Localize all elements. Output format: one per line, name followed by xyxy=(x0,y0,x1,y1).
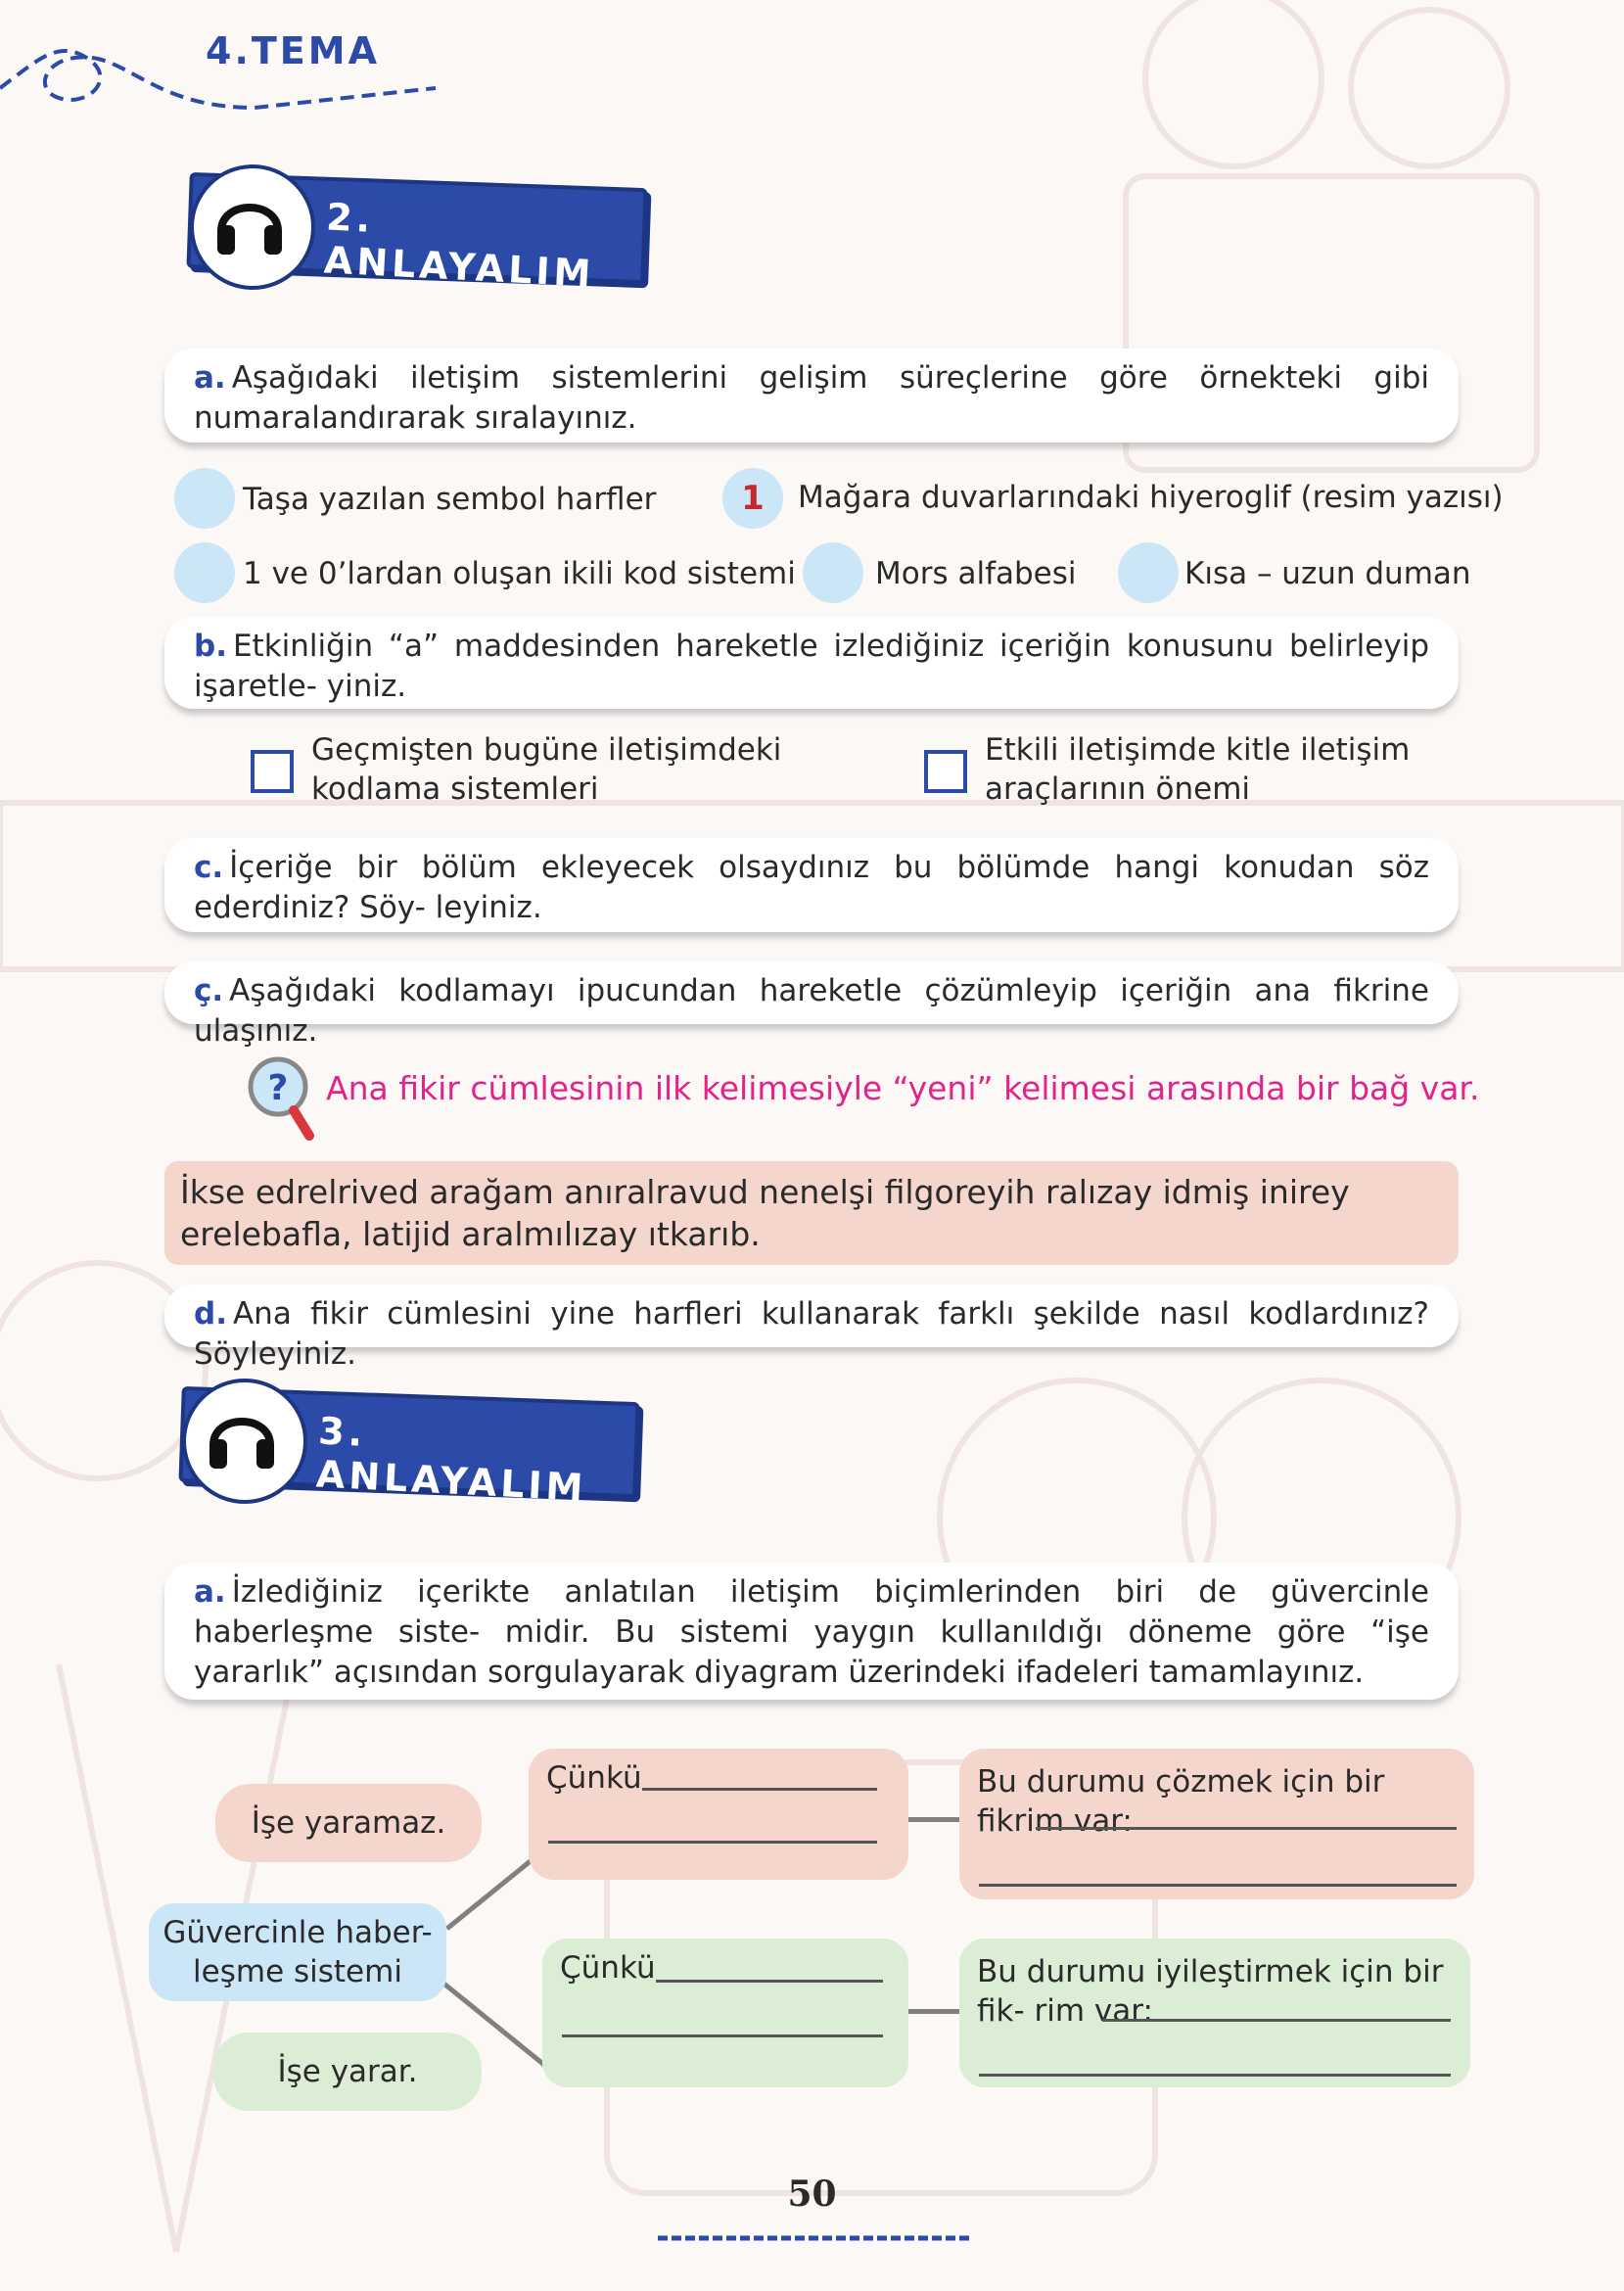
center-node-pigeon-system: Güvercinle haber- leşme sistemi xyxy=(149,1903,446,2001)
page-number: 50 xyxy=(787,2174,837,2215)
question-d xyxy=(164,1285,1459,1372)
question-text: İçeriğe bir bölüm ekleyecek olsaydınız bu bölümde hangi konudan söz ederdiniz? Söy- leyiniz. xyxy=(194,850,1429,925)
checkbox-label: Etkili iletişimde kitle iletişim araçlarının önemi xyxy=(985,732,1411,807)
connector-line xyxy=(908,2009,959,2014)
question-letter: ç. xyxy=(194,973,224,1008)
question-text: İzlediğiniz içerikte anlatılan iletişim biçimlerinden biri de güvercinle haberleşme siste- midir. Bu sistemi yaygın kullanıldığı döneme göre “işe yararlık” açısından sorgulayarak diyagram üzerindeki ifadeleri tamamlayınız. xyxy=(194,1574,1429,1690)
page-number-underline xyxy=(658,2232,971,2244)
because-label: Çünkü xyxy=(546,1760,642,1796)
cipher-text-box: İkse edrelrived arağam anıralravud nenelşi filgoreyih ralızay idmiş inirey erelebafla, latijid aralmılızay ıtkarıb. xyxy=(164,1161,1459,1265)
order-item-text: Taşa yazılan sembol harfler xyxy=(243,482,657,517)
magnifier-question-icon xyxy=(245,1053,315,1142)
idea-prompt: Bu durumu iyileştirmek için bir fik- rim var: xyxy=(977,1954,1444,2029)
checkbox-label: Geçmişten bugüne iletişimdeki kodlama sistemleri xyxy=(311,732,782,807)
question-text: Etkinliğin “a” maddesinden hareketle izlediğiniz içeriğin konusunu belirleyip işaretle- yiniz. xyxy=(194,629,1429,704)
idea-box-top[interactable] xyxy=(959,1749,1474,1899)
question-text: Aşağıdaki iletişim sistemlerini gelişim süreçlerine göre örnekteki gibi numaralandırarak sıralayınız. xyxy=(194,360,1429,436)
headphones-icon xyxy=(182,1379,307,1504)
order-circle[interactable] xyxy=(803,542,863,603)
order-circle[interactable] xyxy=(1118,542,1179,603)
section-banner-3 xyxy=(161,1379,640,1510)
order-item-text: Mors alfabesi xyxy=(875,556,1077,591)
because-box-top[interactable] xyxy=(529,1749,908,1880)
idea-box-bottom[interactable] xyxy=(959,1939,1470,2087)
order-item-text: 1 ve 0’lardan oluşan ikili kod sistemi xyxy=(243,556,796,591)
section-title: 3. ANLAYALIM xyxy=(314,1409,588,1510)
header-swirl-decoration xyxy=(0,20,450,117)
svg-text:?: ? xyxy=(267,1068,289,1108)
question-letter: b. xyxy=(194,629,227,664)
label-useful: İşe yarar. xyxy=(213,2033,482,2111)
because-label: Çünkü xyxy=(560,1950,656,1986)
question-3a xyxy=(164,1563,1459,1700)
question-letter: a. xyxy=(194,360,226,396)
question-letter: a. xyxy=(194,1574,226,1610)
order-circle[interactable]: 1 xyxy=(722,468,783,529)
checkbox-mass-media[interactable] xyxy=(924,750,967,793)
question-letter: c. xyxy=(194,850,224,885)
headphones-icon xyxy=(190,164,315,290)
label-not-useful: İşe yaramaz. xyxy=(215,1784,482,1862)
question-cc xyxy=(164,961,1459,1049)
question-letter: d. xyxy=(194,1296,227,1332)
section-banner-2 xyxy=(168,164,648,296)
question-a xyxy=(164,349,1459,443)
idea-prompt: Bu durumu çözmek için bir fikrim var: xyxy=(977,1764,1385,1839)
question-b xyxy=(164,617,1459,709)
order-circle[interactable] xyxy=(174,468,235,529)
connector-line xyxy=(908,1817,959,1822)
question-c xyxy=(164,838,1459,932)
section-title: 2. ANLAYALIM xyxy=(322,195,596,296)
order-item-text: Mağara duvarlarındaki hiyeroglif (resim yazısı) xyxy=(798,480,1504,515)
question-text: Ana fikir cümlesini yine harfleri kullanarak farklı şekilde nasıl kodlardınız? Söyleyiniz. xyxy=(194,1296,1429,1372)
order-item-text: Kısa – uzun duman xyxy=(1184,556,1471,591)
checkbox-coding-systems[interactable] xyxy=(251,750,294,793)
theme-title: 4.TEMA xyxy=(206,29,380,72)
order-circle[interactable] xyxy=(174,542,235,603)
question-text: Aşağıdaki kodlamayı ipucundan hareketle çözümleyip içeriğin ana fikrine ulaşınız. xyxy=(194,973,1429,1049)
because-box-bottom[interactable] xyxy=(542,1939,908,2087)
hint-text: Ana fikir cümlesinin ilk kelimesiyle “yeni” kelimesi arasında bir bağ var. xyxy=(326,1069,1480,1107)
